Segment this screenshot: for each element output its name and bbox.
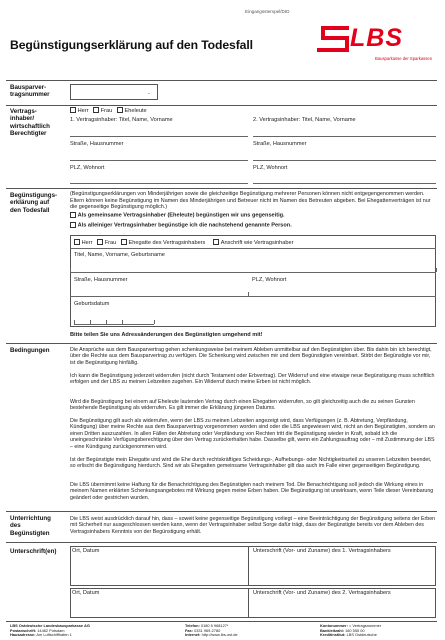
footer-bank: Kontonummer: = Vertragsnummer Bankleitzahl: 160 555 00 Kreditinstitut: LBS Ostdeutsche <box>320 623 382 638</box>
signature-label-1: Unterschrift (Vor- und Zuname) des 1. Vertragsinhabers <box>253 548 391 554</box>
beneficiary-options <box>74 239 293 246</box>
contract-number-label: Bausparver- tragsnummer <box>10 84 50 99</box>
holder1-name-label: 1. Vertragsinhaber: Titel, Name, Vorname <box>70 117 173 123</box>
signature-divider <box>248 588 249 618</box>
footer-company: LBS Ostdeutsche Landesbausparkasse AG Postanschrift: 14462 Potsdam Hausadresse: Am Luftschiffhafen 1 <box>10 623 90 638</box>
field-tick <box>248 292 249 296</box>
holder1-street-field[interactable] <box>70 160 248 161</box>
signature-label-2: Unterschrift (Vor- und Zuname) des 2. Vertragsinhabers <box>253 590 391 596</box>
checkbox-ben-spouse[interactable]: Ehegatte des Vertragsinhabers <box>121 240 205 246</box>
divider <box>6 105 437 106</box>
conditions-p1: Die Ansprüche aus dem Bausparvertrag gehen schenkungsweise bei meinem Ableben unmittelbar auf den Begünstigten über. Bis dahin bin ich berechtigt, über die Rechte aus dem Bausparvertrag zu verfügen. Die Schenkung wird zwischen mir und dem Begünstigten vereinbart. Stirbt der Begünstigte vor mir, ist die Begünstigung hinfällig. <box>70 347 432 366</box>
divider <box>6 343 437 344</box>
signatures-label: Unterschrift(en) <box>10 548 57 555</box>
beneficiary-street-label: Straße, Hausnummer <box>74 277 128 283</box>
contract-number-field[interactable] <box>70 84 158 100</box>
holder2-street-label: Straße, Hausnummer <box>253 141 307 147</box>
conditions-p4: Die Begünstigung gilt auch als widerrufen, wenn der LBS zu meinen Lebzeiten angezeigt wird, dass Verfügungen (z. B. Abtretung, Verpfändung, Kündigung) über meine Rechte aus dem Bausparvertrag vorgenommen worden sind oder die LBS angewiesen wird, nicht an den Begünstigten, sondern an einen Dritten auszuzahlen. In allen Fällen der Abtretung oder Verpfändung von Rechten tritt die Begünstigung wieder in Kraft, sobald ich die uneingeschränkte Verfügungsberechtigung über den Vertrag zurückerhalten habe. Dasselbe gilt, wenn ein Zahlungsauftrag oder – mit Zustimmung der LBS – eine Kündigung zurückgenommen wird. <box>70 418 435 450</box>
sparkasse-s-icon <box>315 22 351 56</box>
lbs-logo <box>309 22 435 66</box>
holder1-street-label: Straße, Hausnummer <box>70 141 124 147</box>
notification-text: Die LBS weist ausdrücklich darauf hin, dass – soweit keine gegenseitige Begünstigung vorliegt – eine Beeinträchtigung der Begünstigung seitens der Erben mit Sicherheit nur ausgeschlossen werden kann, wenn der Vertragsinhaber selbst Sorge dafür trägt, dass der Begünstigte bereits vor dem Ableben des Vertragsinhabers Kenntnis von der Begünstigung erhält. <box>70 516 436 535</box>
footer-contact: Telefon: 0180 5 968127* Fax: 0331 969-2780 Internet: http://www.lbs-ost.de <box>185 623 238 638</box>
logo-tagline: Bausparkasse der Sparkassen <box>375 56 433 61</box>
conditions-p3: Wird die Begünstigung bei einem auf Eheleute lautenden Vertrag durch einen Ehegatten widerrufen, so gilt gleichzeitig auch die zu seinen Gunsten bestehende Begünstigung als widerrufen. Es gilt immer die Erklärung jüngeren Datums. <box>70 399 415 412</box>
conditions-p2: Ich kann die Begünstigung jederzeit widerrufen (nicht durch Testament oder Erbvertrag). Der Widerruf und eine etwaige neue Begünstigung muss schriftlich erfolgen und der LBS zu meinen Lebzeiten zugehen. Ein Widerruf durch meine Erben ist nicht möglich. <box>70 373 435 386</box>
address-change-notice: Bitte teilen Sie uns Adressänderungen des Begünstigten umgehend mit! <box>70 332 263 338</box>
divider <box>70 248 436 249</box>
beneficiary-name-field[interactable] <box>70 272 436 273</box>
check-mutual-beneficiary[interactable]: Als gemeinsame Vertragsinhaber (Eheleute) begünstigen wir uns gegenseitig. <box>70 212 285 219</box>
beneficiary-plz-label: PLZ, Wohnort <box>252 277 287 283</box>
place-date-label-2: Ort, Datum <box>72 590 100 596</box>
checkbox-frau[interactable]: Frau <box>93 108 112 114</box>
beneficiary-address-field[interactable] <box>70 296 436 297</box>
checkbox-ben-same-address[interactable]: Anschrift wie Vertragsinhaber <box>213 240 293 246</box>
conditions-p5: Ist der Begünstigte mein Ehegatte und wird die Ehe durch rechtskräftiges Scheidungs-, Aufhebungs- oder Nichtigkeitsurteil zu unseren Lebzeiten beendet, so erlischt die Begünstigung hierdurch. Sind wir als Ehegatten gemeinsame Vertragsinhaber gilt das auch im Falle einer gegenseitigen Begünstigung. <box>70 457 432 470</box>
conditions-label: Bedingungen <box>10 347 50 354</box>
intake-stamp-label: Eingangsstempel/DID <box>245 9 290 14</box>
divider <box>6 80 437 81</box>
field-tick <box>436 268 437 272</box>
notification-label: Unterrichtung des Begünstigten <box>10 515 51 537</box>
field-tick <box>70 268 71 272</box>
holder2-name-label: 2. Vertragsinhaber: Titel, Name, Vorname <box>253 117 356 123</box>
holder2-street-field[interactable] <box>253 160 436 161</box>
divider <box>6 621 437 622</box>
divider <box>6 188 437 189</box>
divider <box>6 511 437 512</box>
checkbox-ben-herr[interactable]: Herr <box>74 240 92 246</box>
beneficiary-dob-label: Geburtsdatum <box>74 301 110 307</box>
holder1-plz-label: PLZ, Wohnort <box>70 165 105 171</box>
logo-text: LBS <box>350 24 403 52</box>
page-title: Begünstigungserklärung auf den Todesfall <box>10 38 253 52</box>
check-sole-beneficiary[interactable]: Als alleiniger Vertragsinhaber begünstige ich die nachstehend genannte Person. <box>70 222 292 229</box>
holder2-name-field[interactable] <box>253 136 436 137</box>
holder2-plz-label: PLZ, Wohnort <box>253 165 288 171</box>
holder2-plz-field[interactable] <box>253 183 436 184</box>
beneficiary-label: Begünstigungs- erklärung auf den Todesfall <box>10 192 58 214</box>
holder1-plz-field[interactable] <box>70 183 248 184</box>
checkbox-eheleute[interactable]: Eheleute <box>117 108 147 114</box>
divider <box>6 542 437 543</box>
beneficiary-intro: (Begünstigungserklärungen von Minderjährigen sowie die gleichzeitige Begünstigung mehrerer Personen können nicht entgegengenommen werden. Eltern können keine Begünstigung im Namen des Minderjährigen und Betreuer nicht im Namen des Betreuten abgeben. Bei Ehegattenverträgen ist nur die gegenseitige Begünstigung möglich.) <box>70 191 431 211</box>
checkbox-ben-frau[interactable]: Frau <box>97 240 116 246</box>
contract-separator: - <box>148 91 150 97</box>
holder1-name-field[interactable] <box>70 136 248 137</box>
conditions-p6: Die LBS übernimmt keine Haftung für die Benachrichtigung des Begünstigten nach meinem Tod. Die Benachrichtigung soll jedoch die Wirkung eines in meinem Namen erklärten Schenkungsangebotes mit Wirkung gegen meine Erben haben. Die Begünstigung ist unwirksam, wenn Teile dieser Vereinbarung geändert oder gestrichen wurden. <box>70 482 434 501</box>
holders-label: Vertrags- inhaber/ wirtschaftlich Berechtigter <box>10 108 50 138</box>
place-date-label-1: Ort, Datum <box>72 548 100 554</box>
checkbox-herr[interactable]: Herr <box>70 108 88 114</box>
signature-divider <box>248 546 249 586</box>
beneficiary-name-label: Titel, Name, Vorname, Geburtsname <box>74 252 165 258</box>
holder-salutation-group <box>70 107 147 114</box>
